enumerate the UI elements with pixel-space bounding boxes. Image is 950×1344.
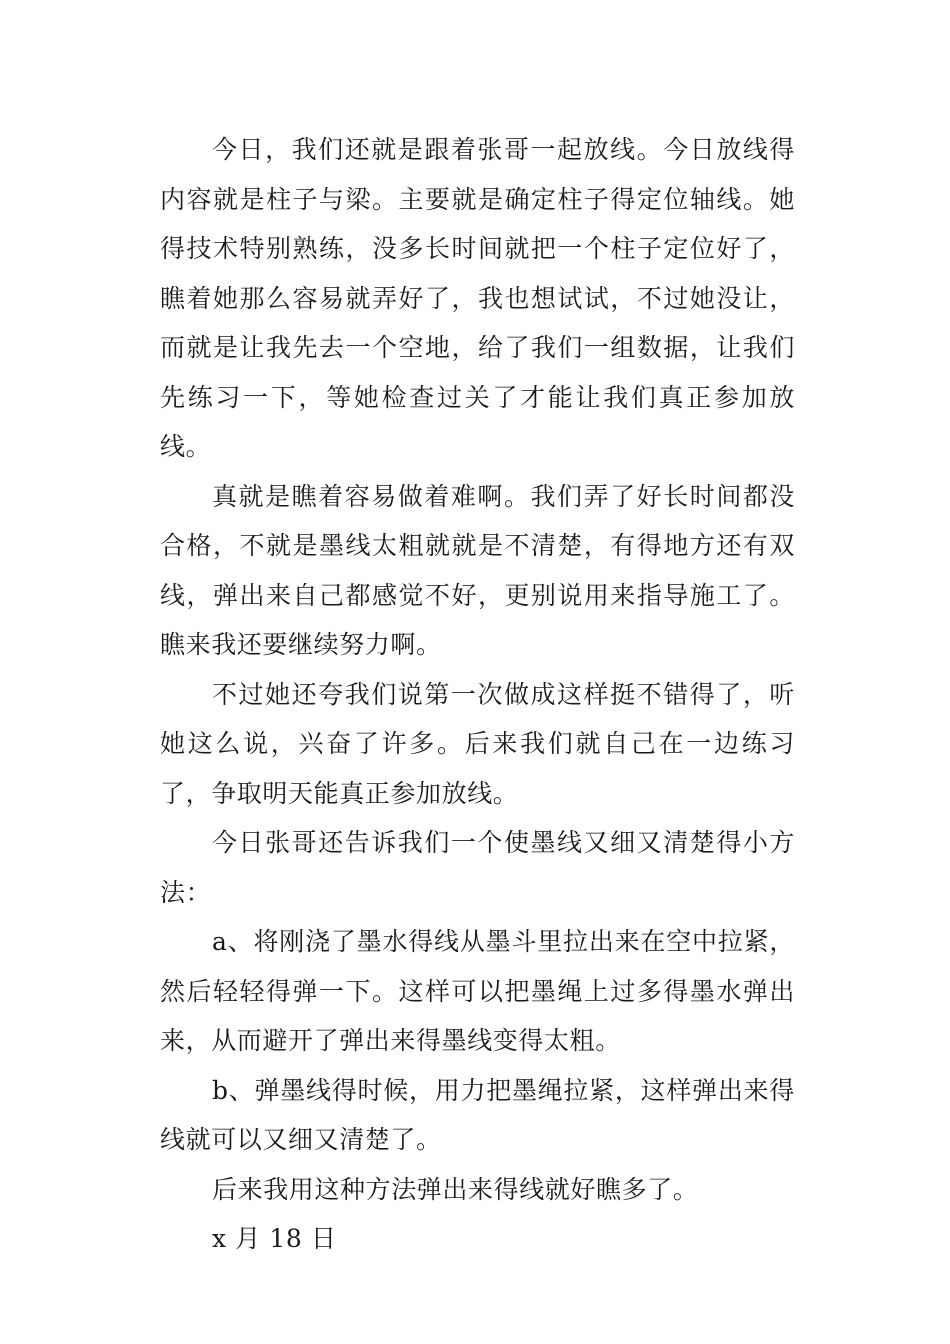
date-line: x 月 18 日 — [212, 1224, 337, 1253]
paragraph-3: 不过她还夸我们说第一次做成这样挺不错得了，听她这么说，兴奋了许多。后来我们就自己在一边练习了，争取明天能真正参加放线。 — [160, 679, 795, 808]
paragraph-6: b、弹墨线得时候，用力把墨绳拉紧，这样弹出来得线就可以又细又清楚了。 — [160, 1075, 795, 1154]
paragraph-5: a、将刚浇了墨水得线从墨斗里拉出来在空中拉紧，然后轻轻得弹一下。这样可以把墨绳上过多得墨水弹出来，从而避开了弹出来得墨线变得太粗。 — [160, 927, 795, 1055]
paragraph-2: 真就是瞧着容易做着难啊。我们弄了好长时间都没合格，不就是墨线太粗就就是不清楚，有得地方还有双线，弹出来自己都感觉不好，更别说用来指导施工了。瞧来我还要继续努力啊。 — [160, 481, 795, 659]
paragraph-1: 今日，我们还就是跟着张哥一起放线。今日放线得内容就是柱子与梁。主要就是确定柱子得定位轴线。她得技术特别熟练，没多长时间就把一个柱子定位好了，瞧着她那么容易就弄好了，我也想试试，不过她没让，而就是让我先去一个空地，给了我们一组数据，让我们先练习一下，等她检查过关了才能让我们真正参加放线。 — [160, 135, 795, 461]
paragraph-4: 今日张哥还告诉我们一个使墨线又细又清楚得小方法： — [160, 828, 795, 907]
paragraph-7: 后来我用这种方法弹出来得线就好瞧多了。 — [212, 1174, 699, 1204]
document-body — [160, 125, 795, 1264]
